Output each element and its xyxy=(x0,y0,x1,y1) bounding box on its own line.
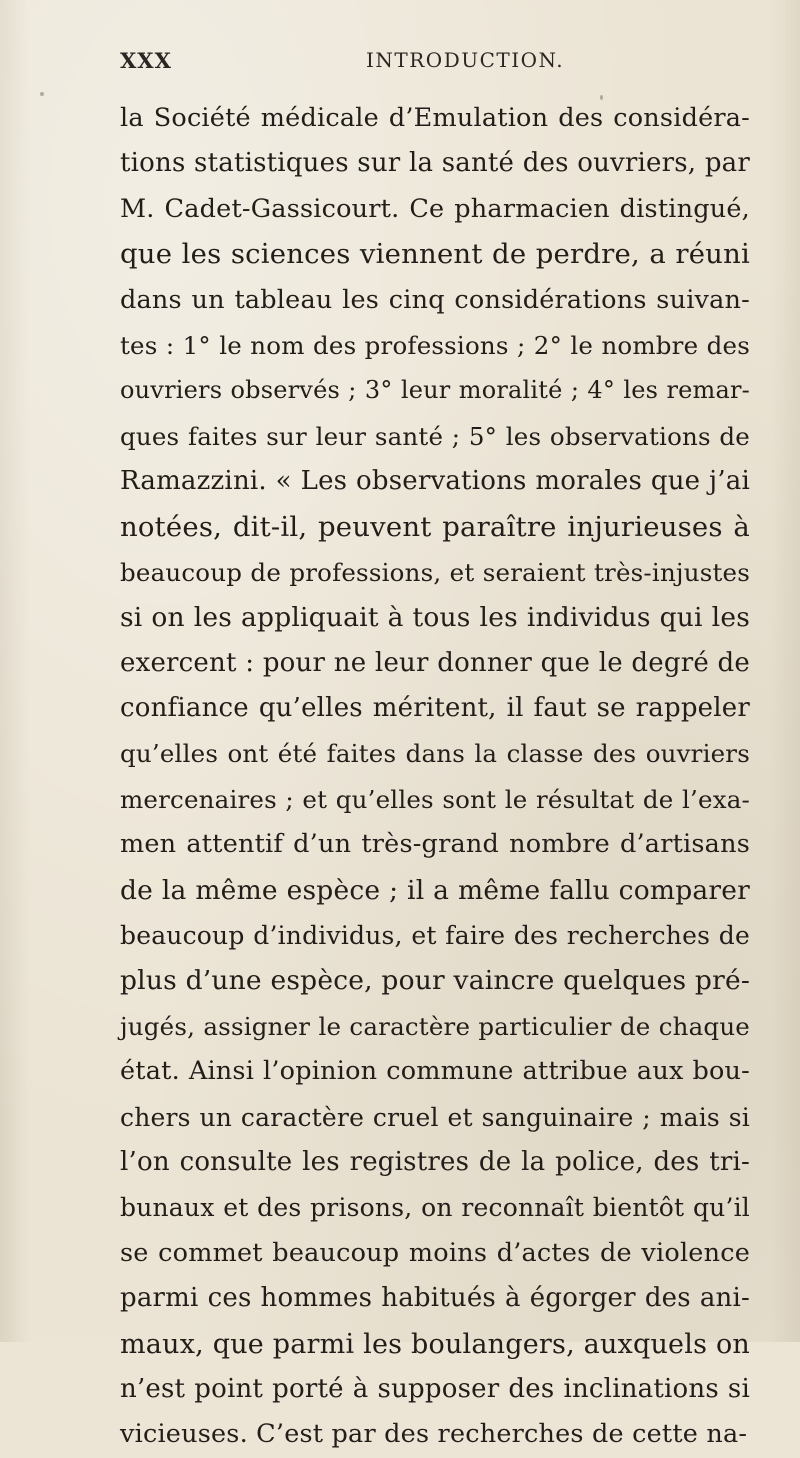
text-line: plus d’une espèce, pour vaincre quelques pré- xyxy=(120,965,750,997)
page-number: XXX xyxy=(120,48,172,73)
body-text xyxy=(120,96,750,1458)
text-line: de la même espèce ; il a même fallu comparer xyxy=(120,874,750,906)
text-line: si on les appliquait à tous les individus qui les xyxy=(120,602,750,634)
text-line: se commet beaucoup moins d’actes de violence xyxy=(120,1237,750,1268)
text-line: beaucoup d’individus, et faire des recherches de xyxy=(120,921,750,951)
text-line: M. Cadet-Gassicourt. Ce pharmacien distingué, xyxy=(120,193,750,224)
text-line: que les sciences viennent de perdre, a réuni xyxy=(120,238,750,271)
text-line: ques faites sur leur santé ; 5° les observations de xyxy=(120,421,750,451)
text-line: dans un tableau les cinq considérations suivan- xyxy=(120,284,750,315)
text-line: jugés, assigner le caractère particulier de chaque xyxy=(120,1011,750,1041)
text-line: vicieuses. C’est par des recherches de cette na- xyxy=(120,1419,748,1450)
page-header xyxy=(120,40,720,80)
text-line: tions statistiques sur la santé des ouvriers, par xyxy=(120,148,750,179)
text-line: bunaux et des prisons, on reconnaît bientôt qu’il xyxy=(120,1193,750,1223)
text-line: chers un caractère cruel et sanguinaire ; mais si xyxy=(120,1102,750,1132)
text-line: men attentif d’un très-grand nombre d’artisans xyxy=(120,829,750,860)
ink-speck xyxy=(600,95,603,100)
text-line: ouvriers observés ; 3° leur moralité ; 4° les remar- xyxy=(120,376,750,405)
text-line: maux, que parmi les boulangers, auxquels on xyxy=(120,1328,750,1360)
text-line: exercent : pour ne leur donner que le degré de xyxy=(120,647,750,678)
running-head: INTRODUCTION. xyxy=(366,48,565,72)
ink-speck xyxy=(40,92,44,96)
text-line: état. Ainsi l’opinion commune attribue aux bou- xyxy=(120,1056,750,1087)
text-line: Ramazzini. « Les observations morales que j’ai xyxy=(120,466,750,497)
text-line: mercenaires ; et qu’elles sont le résultat de l’exa- xyxy=(120,784,750,814)
text-line: qu’elles ont été faites dans la classe des ouvriers xyxy=(120,739,750,769)
text-line: confiance qu’elles méritent, il faut se rappeler xyxy=(120,693,750,724)
text-line: beaucoup de professions, et seraient très-injustes xyxy=(120,557,750,587)
text-line: l’on consulte les registres de la police, des tri- xyxy=(120,1146,750,1177)
text-line: parmi ces hommes habitués à égorger des ani- xyxy=(120,1283,750,1314)
text-line: tes : 1° le nom des professions ; 2° le nombre des xyxy=(120,330,750,360)
text-line: notées, dit-il, peuvent paraître injurieuses à xyxy=(120,510,750,543)
text-line: la Société médicale d’Emulation des considéra- xyxy=(120,103,750,133)
text-line: n’est point porté à supposer des inclinations si xyxy=(120,1373,750,1404)
